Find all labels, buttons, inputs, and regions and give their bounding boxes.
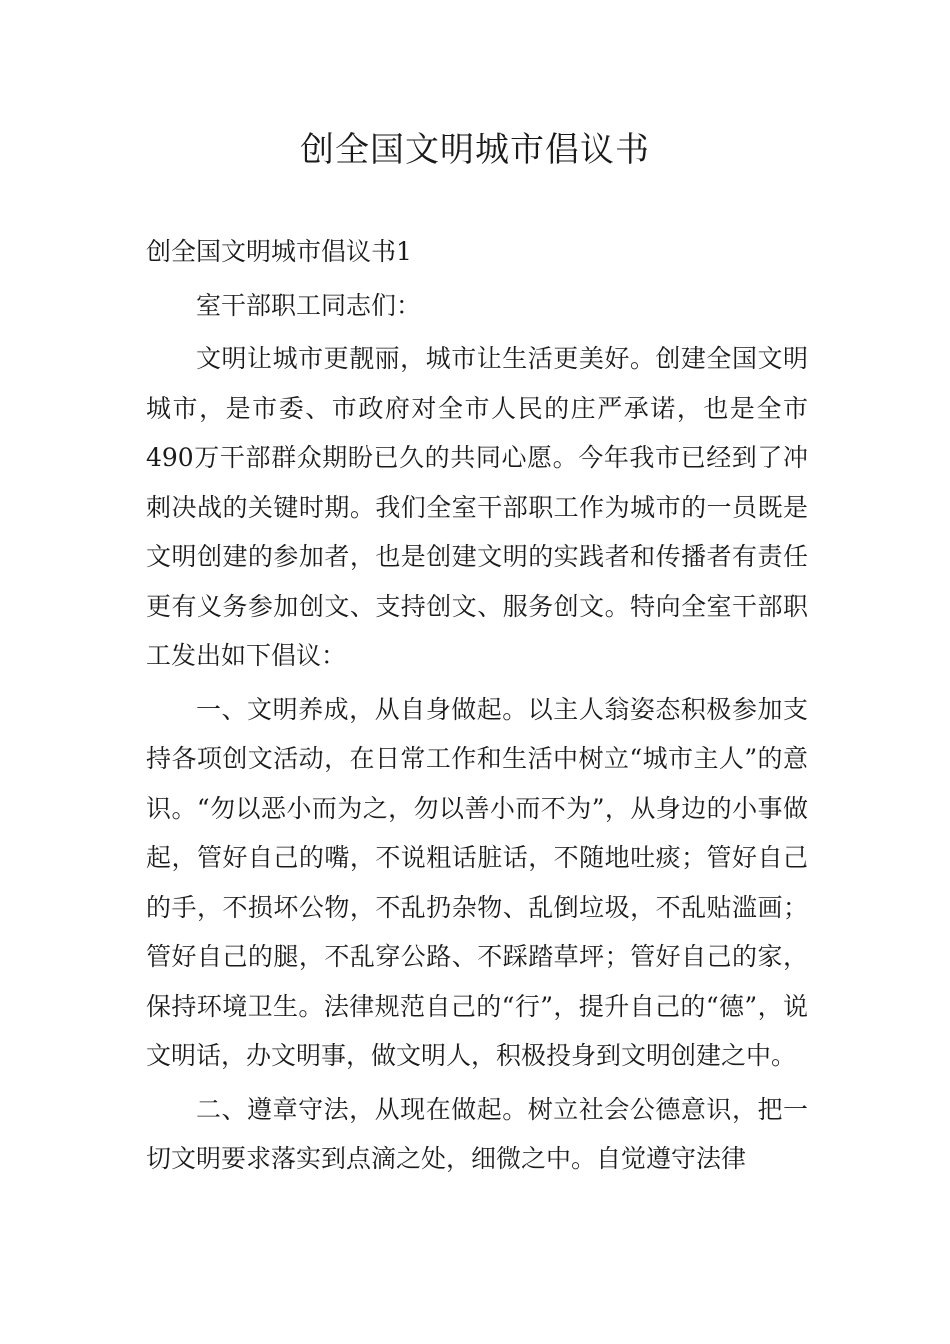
document-subtitle: 创全国文明城市倡议书1 xyxy=(146,237,412,266)
document-body xyxy=(146,227,808,1188)
paragraph-intro: 文明让城市更靓丽，城市让生活更美好。创建全国文明城市，是市委、市政府对全市人民的庄严承诺，也是全市490万干部群众期盼已久的共同心愿。今年我市已经到了冲刺决战的关键时期。我们全室干部职工作为城市的一员既是文明创建的参加者，也是创建文明的实践者和传播者有责任更有义务参加创文、支持创文、服务创文。特向全室干部职工发出如下倡议： xyxy=(146,344,808,670)
paragraph-point-two: 二、遵章守法，从现在做起。树立社会公德意识，把一切文明要求落实到点滴之处，细微之中。自觉遵守法律 xyxy=(146,1094,808,1173)
salutation: 室干部职工同志们： xyxy=(196,290,422,320)
document-title: 创全国文明城市倡议书 xyxy=(300,130,650,170)
paragraph-point-one: 一、文明养成，从自身做起。以主人翁姿态积极参加支持各项创文活动，在日常工作和生活中树立“城市主人”的意识。“勿以恶小而为之，勿以善小而不为”，从身边的小事做起，管好自己的嘴，不说粗话脏话，不随地吐痰；管好自己的手，不损坏公物，不乱扔杂物、乱倒垃圾，不乱贴滥画；管好自己的腿，不乱穿公路、不踩踏草坪；管好自己的家，保持环境卫生。法律规范自己的“行”，提升自己的“德”，说文明话，办文明事，做文明人，积极投身到文明创建之中。 xyxy=(146,694,808,1070)
